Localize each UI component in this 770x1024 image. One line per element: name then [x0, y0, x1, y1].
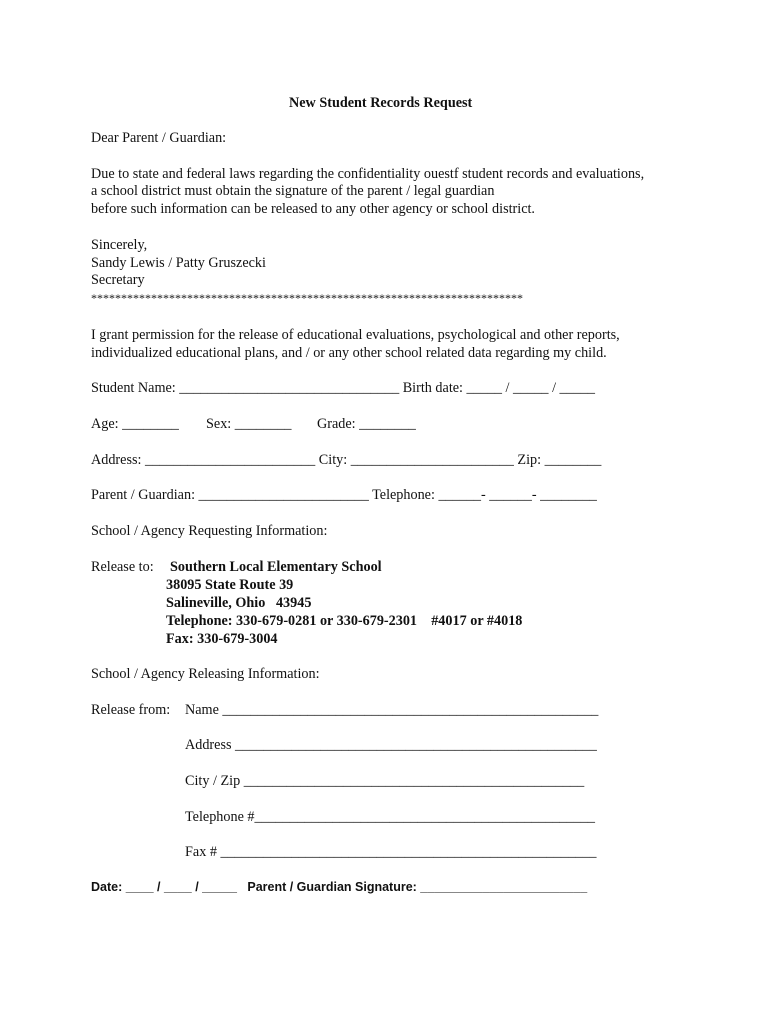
release-from-name-field[interactable]: Name _____________________________________________________ [185, 702, 599, 718]
signer-title: Secretary [91, 272, 145, 288]
release-from-address-field[interactable]: Address ___________________________________________________ [185, 737, 597, 753]
release-from-fax-field[interactable]: Fax # _____________________________________________________ [185, 844, 597, 860]
release-to-school: Southern Local Elementary School [170, 559, 382, 575]
permission-line-2: individualized educational plans, and / or any other school related data regarding my child. [91, 345, 607, 361]
release-from-label: Release from: [91, 702, 171, 718]
separator: ************************************************************************ [91, 291, 523, 305]
release-to-street: 38095 State Route 39 [166, 577, 294, 593]
permission-line-1: I grant permission for the release of educational evaluations, psychological and other reports, [91, 327, 620, 343]
grade-field[interactable]: Grade: ________ [317, 416, 416, 432]
salutation: Dear Parent / Guardian: [91, 130, 227, 146]
parent-guardian-field[interactable]: Parent / Guardian: ________________________ Telephone: ______- ______- ________ [91, 487, 597, 503]
release-to-fax: Fax: 330-679-3004 [166, 631, 278, 647]
closing: Sincerely, [91, 237, 148, 253]
student-name-field[interactable]: Student Name: _______________________________ Birth date: _____ / _____ / _____ [91, 380, 596, 396]
release-to-telephone: Telephone: 330-679-0281 or 330-679-2301 #4017 or #4018 [166, 613, 523, 629]
address-field[interactable]: Address: ________________________ City: _______________________ Zip: ________ [91, 452, 602, 468]
signer-name: Sandy Lewis / Patty Gruszecki [91, 255, 266, 271]
age-field[interactable]: Age: ________ [91, 416, 179, 432]
intro-line-3: before such information can be released to any other agency or school district. [91, 201, 535, 217]
sex-field[interactable]: Sex: ________ [206, 416, 292, 432]
date-signature-line[interactable]: Date: ____ / ____ / _____ Parent / Guardian Signature: ________________________ [91, 880, 588, 894]
releasing-heading: School / Agency Releasing Information: [91, 666, 320, 682]
release-to-city: Salineville, Ohio 43945 [166, 595, 312, 611]
intro-line-2: a school district must obtain the signature of the parent / legal guardian [91, 183, 495, 199]
page-title: New Student Records Request [289, 95, 473, 111]
release-from-telephone-field[interactable]: Telephone #________________________________________________ [185, 809, 596, 825]
requesting-heading: School / Agency Requesting Information: [91, 523, 328, 539]
intro-line-1: Due to state and federal laws regarding the confidentiality ouestf student records and evaluations, [91, 166, 645, 182]
release-from-city-zip-field[interactable]: City / Zip ________________________________________________ [185, 773, 585, 789]
release-to-label: Release to: [91, 559, 154, 575]
